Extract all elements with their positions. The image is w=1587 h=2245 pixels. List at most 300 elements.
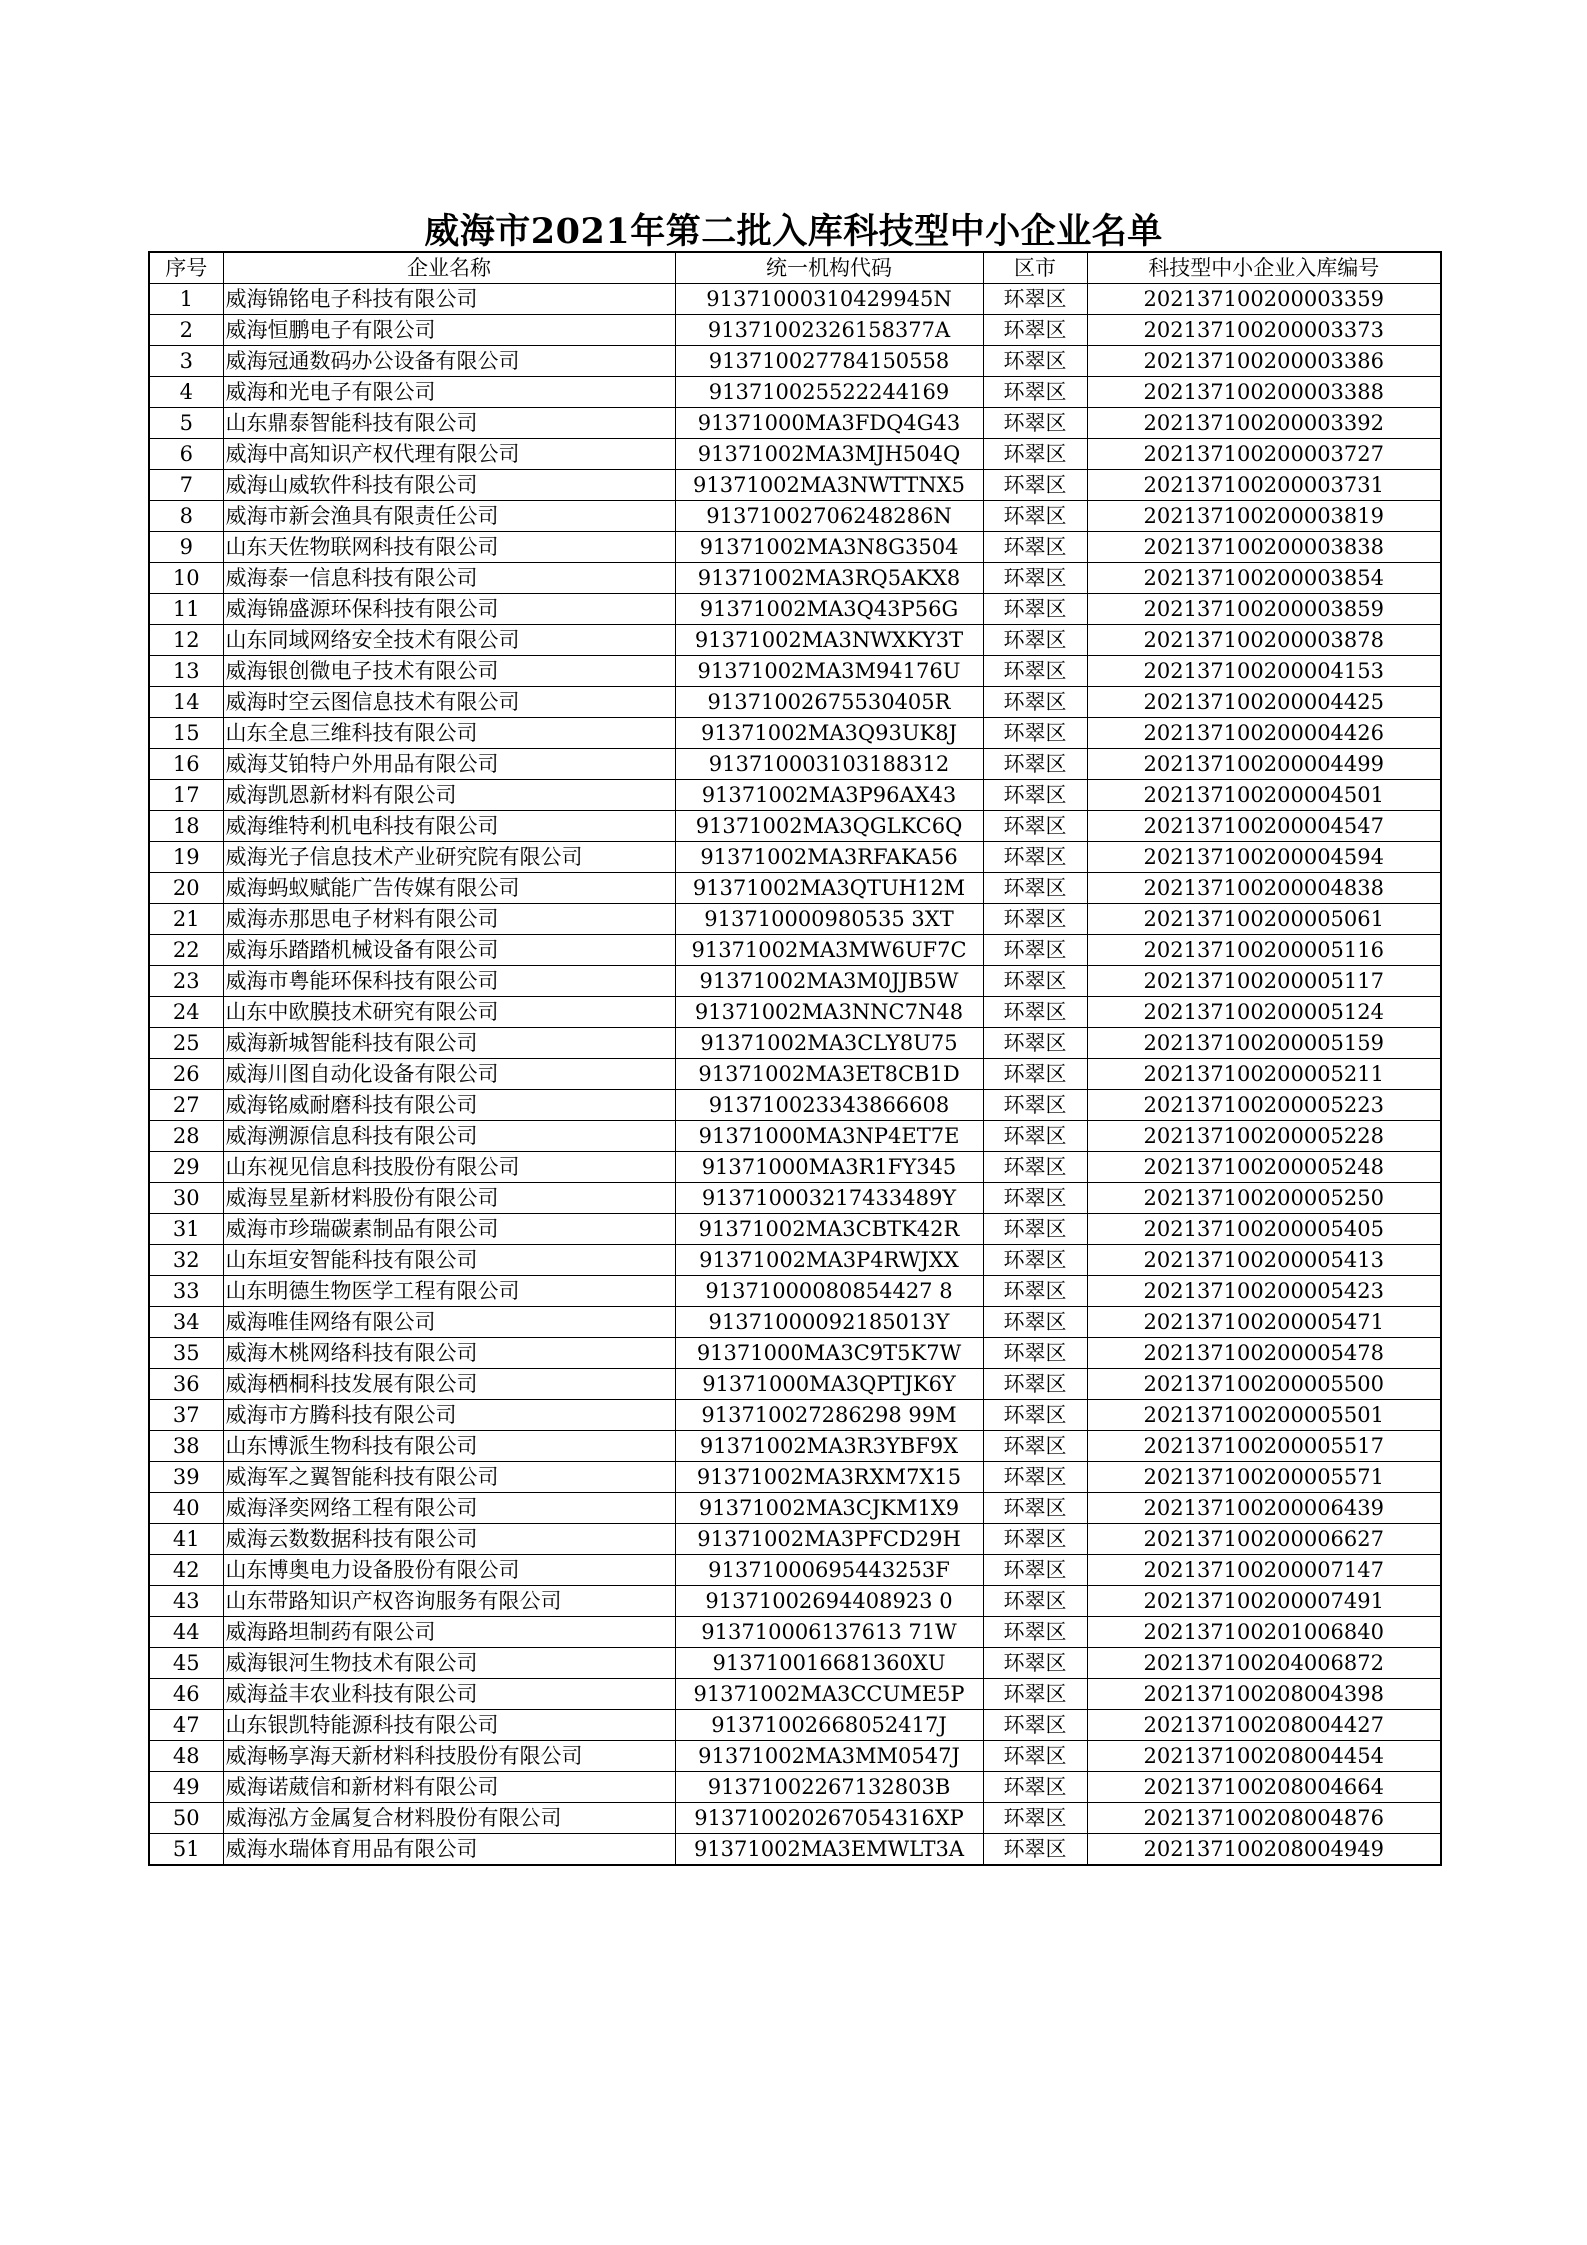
cell-district: 环翠区	[983, 1741, 1087, 1772]
cell-district: 环翠区	[983, 966, 1087, 997]
cell-index: 45	[149, 1648, 223, 1679]
cell-enterprise-name: 山东天佐物联网科技有限公司	[223, 532, 675, 563]
table-row	[149, 873, 1441, 904]
cell-record-number: 202137100208004454	[1087, 1741, 1441, 1772]
cell-district: 环翠区	[983, 1524, 1087, 1555]
table-row	[149, 904, 1441, 935]
cell-index: 24	[149, 997, 223, 1028]
cell-record-number: 202137100200005501	[1087, 1400, 1441, 1431]
table-row	[149, 532, 1441, 563]
table-row	[149, 1586, 1441, 1617]
cell-district: 环翠区	[983, 873, 1087, 904]
cell-district: 环翠区	[983, 1648, 1087, 1679]
cell-index: 10	[149, 563, 223, 594]
cell-unified-code: 91371002MA3Q93UK8J	[675, 718, 983, 749]
cell-enterprise-name: 威海蚂蚁赋能广告传媒有限公司	[223, 873, 675, 904]
cell-record-number: 202137100208004949	[1087, 1834, 1441, 1866]
cell-enterprise-name: 山东全息三维科技有限公司	[223, 718, 675, 749]
cell-record-number: 202137100200007491	[1087, 1586, 1441, 1617]
column-header-name: 企业名称	[223, 252, 675, 284]
column-header-code: 统一机构代码	[675, 252, 983, 284]
cell-index: 26	[149, 1059, 223, 1090]
cell-enterprise-name: 山东同域网络安全技术有限公司	[223, 625, 675, 656]
cell-enterprise-name: 山东博奥电力设备股份有限公司	[223, 1555, 675, 1586]
cell-enterprise-name: 威海诺葳信和新材料有限公司	[223, 1772, 675, 1803]
cell-enterprise-name: 威海溯源信息科技有限公司	[223, 1121, 675, 1152]
column-header-index: 序号	[149, 252, 223, 284]
cell-record-number: 202137100200005250	[1087, 1183, 1441, 1214]
cell-enterprise-name: 威海栖桐科技发展有限公司	[223, 1369, 675, 1400]
table-row	[149, 842, 1441, 873]
cell-enterprise-name: 威海泓方金属复合材料股份有限公司	[223, 1803, 675, 1834]
table-row	[149, 780, 1441, 811]
cell-index: 44	[149, 1617, 223, 1648]
cell-unified-code: 91371002MA3MW6UF7C	[675, 935, 983, 966]
cell-record-number: 202137100208004876	[1087, 1803, 1441, 1834]
cell-record-number: 202137100200005211	[1087, 1059, 1441, 1090]
cell-enterprise-name: 威海泰一信息科技有限公司	[223, 563, 675, 594]
cell-enterprise-name: 威海赤那思电子材料有限公司	[223, 904, 675, 935]
cell-record-number: 202137100200006439	[1087, 1493, 1441, 1524]
cell-enterprise-name: 威海锦盛源环保科技有限公司	[223, 594, 675, 625]
cell-index: 34	[149, 1307, 223, 1338]
cell-unified-code: 91371000695443253F	[675, 1555, 983, 1586]
cell-district: 环翠区	[983, 1710, 1087, 1741]
cell-index: 46	[149, 1679, 223, 1710]
cell-district: 环翠区	[983, 625, 1087, 656]
cell-index: 51	[149, 1834, 223, 1866]
cell-district: 环翠区	[983, 656, 1087, 687]
cell-unified-code: 913710000980535 3XT	[675, 904, 983, 935]
cell-enterprise-name: 威海冠通数码办公设备有限公司	[223, 346, 675, 377]
cell-record-number: 202137100200004501	[1087, 780, 1441, 811]
cell-record-number: 202137100201006840	[1087, 1617, 1441, 1648]
cell-district: 环翠区	[983, 997, 1087, 1028]
table-row	[149, 1462, 1441, 1493]
cell-record-number: 202137100208004427	[1087, 1710, 1441, 1741]
table-row	[149, 346, 1441, 377]
cell-district: 环翠区	[983, 1276, 1087, 1307]
cell-district: 环翠区	[983, 1462, 1087, 1493]
cell-index: 20	[149, 873, 223, 904]
table-row	[149, 1121, 1441, 1152]
cell-index: 33	[149, 1276, 223, 1307]
cell-unified-code: 91371002MA3CLY8U75	[675, 1028, 983, 1059]
cell-district: 环翠区	[983, 1028, 1087, 1059]
cell-index: 40	[149, 1493, 223, 1524]
table-row	[149, 1338, 1441, 1369]
cell-unified-code: 913710027784150558	[675, 346, 983, 377]
cell-record-number: 202137100200004838	[1087, 873, 1441, 904]
cell-record-number: 202137100200003854	[1087, 563, 1441, 594]
cell-index: 27	[149, 1090, 223, 1121]
cell-record-number: 202137100200003359	[1087, 284, 1441, 315]
cell-district: 环翠区	[983, 1431, 1087, 1462]
cell-record-number: 202137100200003388	[1087, 377, 1441, 408]
cell-record-number: 202137100200005061	[1087, 904, 1441, 935]
cell-district: 环翠区	[983, 377, 1087, 408]
cell-unified-code: 91371000MA3R1FY345	[675, 1152, 983, 1183]
table-row	[149, 811, 1441, 842]
cell-district: 环翠区	[983, 1772, 1087, 1803]
cell-enterprise-name: 威海凯恩新材料有限公司	[223, 780, 675, 811]
cell-district: 环翠区	[983, 904, 1087, 935]
cell-record-number: 202137100200005116	[1087, 935, 1441, 966]
cell-enterprise-name: 威海银河生物技术有限公司	[223, 1648, 675, 1679]
cell-enterprise-name: 威海水瑞体育用品有限公司	[223, 1834, 675, 1866]
cell-district: 环翠区	[983, 1338, 1087, 1369]
cell-unified-code: 91371002MA3NWTTNX5	[675, 470, 983, 501]
table-row	[149, 718, 1441, 749]
table-row	[149, 563, 1441, 594]
table-row	[149, 1245, 1441, 1276]
table-row	[149, 935, 1441, 966]
cell-index: 1	[149, 284, 223, 315]
cell-district: 环翠区	[983, 439, 1087, 470]
table-row	[149, 687, 1441, 718]
table-row	[149, 1710, 1441, 1741]
cell-index: 2	[149, 315, 223, 346]
enterprise-list-table-container	[148, 251, 1440, 1866]
table-row	[149, 1028, 1441, 1059]
cell-unified-code: 91371002MA3CBTK42R	[675, 1214, 983, 1245]
table-row	[149, 470, 1441, 501]
cell-district: 环翠区	[983, 1586, 1087, 1617]
cell-index: 29	[149, 1152, 223, 1183]
table-header	[149, 252, 1441, 284]
cell-unified-code: 913710020267054316XP	[675, 1803, 983, 1834]
cell-unified-code: 91371002MA3MJH504Q	[675, 439, 983, 470]
cell-district: 环翠区	[983, 346, 1087, 377]
cell-record-number: 202137100200005423	[1087, 1276, 1441, 1307]
cell-unified-code: 91371002MA3EMWLT3A	[675, 1834, 983, 1866]
table-row	[149, 1834, 1441, 1866]
cell-enterprise-name: 山东带路知识产权咨询服务有限公司	[223, 1586, 675, 1617]
cell-district: 环翠区	[983, 1617, 1087, 1648]
cell-record-number: 202137100200005124	[1087, 997, 1441, 1028]
cell-enterprise-name: 威海木桃网络科技有限公司	[223, 1338, 675, 1369]
table-row	[149, 656, 1441, 687]
cell-index: 47	[149, 1710, 223, 1741]
cell-index: 12	[149, 625, 223, 656]
cell-district: 环翠区	[983, 749, 1087, 780]
cell-district: 环翠区	[983, 501, 1087, 532]
cell-district: 环翠区	[983, 594, 1087, 625]
cell-record-number: 202137100200003392	[1087, 408, 1441, 439]
cell-index: 48	[149, 1741, 223, 1772]
cell-enterprise-name: 山东明德生物医学工程有限公司	[223, 1276, 675, 1307]
cell-unified-code: 913710023343866608	[675, 1090, 983, 1121]
cell-enterprise-name: 威海铭威耐磨科技有限公司	[223, 1090, 675, 1121]
cell-index: 49	[149, 1772, 223, 1803]
cell-index: 35	[149, 1338, 223, 1369]
cell-record-number: 202137100200007147	[1087, 1555, 1441, 1586]
cell-district: 环翠区	[983, 687, 1087, 718]
cell-district: 环翠区	[983, 1803, 1087, 1834]
table-row	[149, 1307, 1441, 1338]
cell-enterprise-name: 威海银创微电子技术有限公司	[223, 656, 675, 687]
cell-enterprise-name: 威海军之翼智能科技有限公司	[223, 1462, 675, 1493]
cell-district: 环翠区	[983, 780, 1087, 811]
cell-unified-code: 91371002MA3CJKM1X9	[675, 1493, 983, 1524]
cell-district: 环翠区	[983, 935, 1087, 966]
cell-enterprise-name: 威海唯佳网络有限公司	[223, 1307, 675, 1338]
cell-unified-code: 91371002MA3R3YBF9X	[675, 1431, 983, 1462]
cell-record-number: 202137100200004594	[1087, 842, 1441, 873]
cell-enterprise-name: 威海益丰农业科技有限公司	[223, 1679, 675, 1710]
cell-index: 21	[149, 904, 223, 935]
cell-enterprise-name: 威海市珍瑞碳素制品有限公司	[223, 1214, 675, 1245]
cell-record-number: 202137100208004664	[1087, 1772, 1441, 1803]
cell-district: 环翠区	[983, 532, 1087, 563]
cell-index: 8	[149, 501, 223, 532]
cell-enterprise-name: 山东中欧膜技术研究有限公司	[223, 997, 675, 1028]
cell-record-number: 202137100200005413	[1087, 1245, 1441, 1276]
page-title: 威海市2021年第二批入库科技型中小企业名单	[424, 211, 1163, 253]
cell-enterprise-name: 威海中高知识产权代理有限公司	[223, 439, 675, 470]
cell-unified-code: 91371002MA3NWXKY3T	[675, 625, 983, 656]
column-header-district: 区市	[983, 252, 1087, 284]
cell-unified-code: 91371002MA3QTUH12M	[675, 873, 983, 904]
cell-district: 环翠区	[983, 811, 1087, 842]
column-header-record-no: 科技型中小企业入库编号	[1087, 252, 1441, 284]
cell-unified-code: 91371002MA3P4RWJXX	[675, 1245, 983, 1276]
table-row	[149, 439, 1441, 470]
cell-index: 39	[149, 1462, 223, 1493]
cell-index: 15	[149, 718, 223, 749]
cell-record-number: 202137100200005223	[1087, 1090, 1441, 1121]
cell-unified-code: 91371000MA3QPTJK6Y	[675, 1369, 983, 1400]
table-row	[149, 594, 1441, 625]
cell-enterprise-name: 威海时空云图信息技术有限公司	[223, 687, 675, 718]
cell-record-number: 202137100200004425	[1087, 687, 1441, 718]
table-row	[149, 1059, 1441, 1090]
table-row	[149, 284, 1441, 315]
cell-district: 环翠区	[983, 1834, 1087, 1866]
table-row	[149, 1648, 1441, 1679]
cell-unified-code: 91371000MA3C9T5K7W	[675, 1338, 983, 1369]
cell-unified-code: 91371002MA3QGLKC6Q	[675, 811, 983, 842]
cell-index: 43	[149, 1586, 223, 1617]
cell-unified-code: 91371002MA3MM0547J	[675, 1741, 983, 1772]
cell-record-number: 202137100200004426	[1087, 718, 1441, 749]
cell-record-number: 202137100200005471	[1087, 1307, 1441, 1338]
cell-index: 42	[149, 1555, 223, 1586]
cell-unified-code: 91371002694408923 0	[675, 1586, 983, 1617]
cell-record-number: 202137100200005517	[1087, 1431, 1441, 1462]
cell-unified-code: 913710025522244169	[675, 377, 983, 408]
cell-enterprise-name: 威海锦铭电子科技有限公司	[223, 284, 675, 315]
table-row	[149, 1369, 1441, 1400]
cell-record-number: 202137100200003373	[1087, 315, 1441, 346]
cell-index: 5	[149, 408, 223, 439]
cell-unified-code: 91371000MA3NP4ET7E	[675, 1121, 983, 1152]
cell-unified-code: 91371002MA3Q43P56G	[675, 594, 983, 625]
cell-unified-code: 91371002326158377A	[675, 315, 983, 346]
cell-index: 13	[149, 656, 223, 687]
table-row	[149, 1741, 1441, 1772]
cell-unified-code: 913710006137613 71W	[675, 1617, 983, 1648]
cell-enterprise-name: 山东银凯特能源科技有限公司	[223, 1710, 675, 1741]
cell-unified-code: 91371000092185013Y	[675, 1307, 983, 1338]
cell-record-number: 202137100200004153	[1087, 656, 1441, 687]
cell-index: 28	[149, 1121, 223, 1152]
cell-record-number: 202137100200006627	[1087, 1524, 1441, 1555]
cell-enterprise-name: 威海山威软件科技有限公司	[223, 470, 675, 501]
cell-index: 17	[149, 780, 223, 811]
cell-district: 环翠区	[983, 408, 1087, 439]
cell-enterprise-name: 威海路坦制药有限公司	[223, 1617, 675, 1648]
cell-district: 环翠区	[983, 1679, 1087, 1710]
cell-district: 环翠区	[983, 842, 1087, 873]
cell-district: 环翠区	[983, 1183, 1087, 1214]
cell-district: 环翠区	[983, 1245, 1087, 1276]
cell-unified-code: 91371002MA3PFCD29H	[675, 1524, 983, 1555]
cell-enterprise-name: 山东鼎泰智能科技有限公司	[223, 408, 675, 439]
table-row	[149, 966, 1441, 997]
cell-record-number: 202137100204006872	[1087, 1648, 1441, 1679]
cell-record-number: 202137100208004398	[1087, 1679, 1441, 1710]
cell-record-number: 202137100200005405	[1087, 1214, 1441, 1245]
cell-unified-code: 91371002MA3RQ5AKX8	[675, 563, 983, 594]
table-row	[149, 1679, 1441, 1710]
cell-record-number: 202137100200005248	[1087, 1152, 1441, 1183]
cell-district: 环翠区	[983, 1121, 1087, 1152]
table-row	[149, 1772, 1441, 1803]
cell-enterprise-name: 威海川图自动化设备有限公司	[223, 1059, 675, 1090]
cell-enterprise-name: 威海市新会渔具有限责任公司	[223, 501, 675, 532]
table-row	[149, 1803, 1441, 1834]
cell-unified-code: 913710027286298 99M	[675, 1400, 983, 1431]
cell-unified-code: 91371000MA3FDQ4G43	[675, 408, 983, 439]
cell-unified-code: 91371000080854427 8	[675, 1276, 983, 1307]
cell-record-number: 202137100200003819	[1087, 501, 1441, 532]
cell-district: 环翠区	[983, 1059, 1087, 1090]
cell-record-number: 202137100200003386	[1087, 346, 1441, 377]
cell-index: 41	[149, 1524, 223, 1555]
cell-index: 22	[149, 935, 223, 966]
cell-enterprise-name: 威海维特利机电科技有限公司	[223, 811, 675, 842]
cell-district: 环翠区	[983, 1400, 1087, 1431]
table-row	[149, 315, 1441, 346]
table-row	[149, 1524, 1441, 1555]
cell-index: 36	[149, 1369, 223, 1400]
cell-index: 16	[149, 749, 223, 780]
cell-index: 6	[149, 439, 223, 470]
cell-unified-code: 91371002706248286N	[675, 501, 983, 532]
cell-index: 50	[149, 1803, 223, 1834]
table-row	[149, 1617, 1441, 1648]
cell-index: 18	[149, 811, 223, 842]
cell-index: 31	[149, 1214, 223, 1245]
cell-enterprise-name: 威海畅享海天新材料科技股份有限公司	[223, 1741, 675, 1772]
table-header-row	[149, 252, 1441, 284]
cell-enterprise-name: 威海乐踏踏机械设备有限公司	[223, 935, 675, 966]
cell-enterprise-name: 威海恒鹏电子有限公司	[223, 315, 675, 346]
cell-record-number: 202137100200003727	[1087, 439, 1441, 470]
cell-unified-code: 91371002668052417J	[675, 1710, 983, 1741]
cell-enterprise-name: 威海泽奕网络工程有限公司	[223, 1493, 675, 1524]
cell-unified-code: 91371002MA3NNC7N48	[675, 997, 983, 1028]
cell-district: 环翠区	[983, 470, 1087, 501]
table-row	[149, 1400, 1441, 1431]
cell-index: 14	[149, 687, 223, 718]
cell-enterprise-name: 威海新城智能科技有限公司	[223, 1028, 675, 1059]
cell-record-number: 202137100200005228	[1087, 1121, 1441, 1152]
cell-index: 3	[149, 346, 223, 377]
cell-district: 环翠区	[983, 284, 1087, 315]
cell-index: 32	[149, 1245, 223, 1276]
cell-enterprise-name: 威海和光电子有限公司	[223, 377, 675, 408]
cell-district: 环翠区	[983, 1307, 1087, 1338]
cell-enterprise-name: 威海光子信息技术产业研究院有限公司	[223, 842, 675, 873]
cell-record-number: 202137100200003731	[1087, 470, 1441, 501]
cell-record-number: 202137100200005117	[1087, 966, 1441, 997]
cell-enterprise-name: 威海昱星新材料股份有限公司	[223, 1183, 675, 1214]
cell-district: 环翠区	[983, 1493, 1087, 1524]
cell-unified-code: 91371002MA3N8G3504	[675, 532, 983, 563]
cell-unified-code: 913710003103188312	[675, 749, 983, 780]
cell-record-number: 202137100200004547	[1087, 811, 1441, 842]
cell-index: 37	[149, 1400, 223, 1431]
cell-index: 38	[149, 1431, 223, 1462]
cell-unified-code: 91371002MA3M94176U	[675, 656, 983, 687]
cell-index: 30	[149, 1183, 223, 1214]
cell-enterprise-name: 威海艾铂特户外用品有限公司	[223, 749, 675, 780]
cell-district: 环翠区	[983, 315, 1087, 346]
cell-index: 7	[149, 470, 223, 501]
cell-index: 25	[149, 1028, 223, 1059]
table-row	[149, 1214, 1441, 1245]
cell-unified-code: 91371002MA3RFAKA56	[675, 842, 983, 873]
cell-index: 11	[149, 594, 223, 625]
cell-unified-code: 91371002675530405R	[675, 687, 983, 718]
table-row	[149, 501, 1441, 532]
table-row	[149, 1183, 1441, 1214]
cell-unified-code: 91371000310429945N	[675, 284, 983, 315]
enterprise-list-table	[148, 251, 1442, 1866]
cell-enterprise-name: 山东垣安智能科技有限公司	[223, 1245, 675, 1276]
cell-district: 环翠区	[983, 1369, 1087, 1400]
cell-record-number: 202137100200003859	[1087, 594, 1441, 625]
cell-district: 环翠区	[983, 563, 1087, 594]
table-row	[149, 997, 1441, 1028]
cell-district: 环翠区	[983, 1152, 1087, 1183]
cell-district: 环翠区	[983, 718, 1087, 749]
cell-unified-code: 91371002MA3ET8CB1D	[675, 1059, 983, 1090]
table-row	[149, 625, 1441, 656]
cell-unified-code: 91371002MA3CCUME5P	[675, 1679, 983, 1710]
cell-record-number: 202137100200005500	[1087, 1369, 1441, 1400]
table-row	[149, 1493, 1441, 1524]
table-row	[149, 1152, 1441, 1183]
cell-index: 9	[149, 532, 223, 563]
cell-district: 环翠区	[983, 1555, 1087, 1586]
cell-district: 环翠区	[983, 1214, 1087, 1245]
cell-unified-code: 91371002MA3M0JJB5W	[675, 966, 983, 997]
cell-index: 4	[149, 377, 223, 408]
cell-unified-code: 913710016681360XU	[675, 1648, 983, 1679]
table-row	[149, 1090, 1441, 1121]
cell-record-number: 202137100200003838	[1087, 532, 1441, 563]
cell-record-number: 202137100200004499	[1087, 749, 1441, 780]
cell-enterprise-name: 山东视见信息科技股份有限公司	[223, 1152, 675, 1183]
table-row	[149, 1431, 1441, 1462]
cell-record-number: 202137100200005159	[1087, 1028, 1441, 1059]
cell-enterprise-name: 威海市粤能环保科技有限公司	[223, 966, 675, 997]
cell-unified-code: 91371002267132803B	[675, 1772, 983, 1803]
cell-unified-code: 91371002MA3P96AX43	[675, 780, 983, 811]
